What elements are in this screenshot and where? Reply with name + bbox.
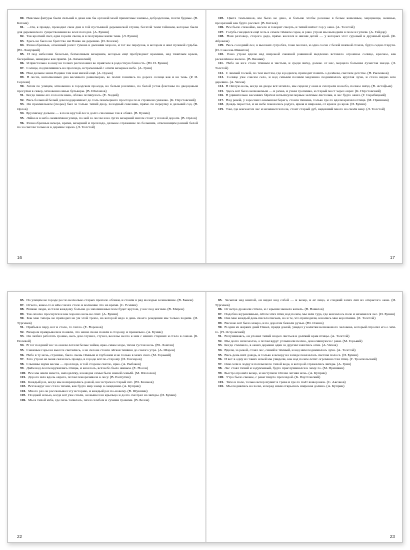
entry-number: 86. xyxy=(20,61,25,66)
entry-text: Лес стоял тихий и задумчивый, будто прислушивался к чему-то. (М. Пришвин) xyxy=(224,366,345,371)
entry-text: В один из жарких дней Павел, придя домой, увидел у калитки незнакомого человека, который спросил его о чём-то. (Н. Островский) xyxy=(215,325,396,334)
entry-number: 109. xyxy=(218,43,225,48)
entry-text: Солнце уже совсем село, и над сизыми полями медленно поднималась круглая луна, и стало видно всю деревню. (А. Чехов) xyxy=(215,75,396,84)
entry-number: 89. xyxy=(218,320,223,325)
sentence-entry xyxy=(215,75,396,84)
entry-number: 88. xyxy=(218,316,223,321)
entry-text: Когда стемнело, в окнах деревни один за другим зажглись огни. (А. Чехов) xyxy=(224,343,338,348)
entry-text: Снежные горы на высоте светились, а на склоне стояла лёгкая тишина до самого утра. (А. Шаров) xyxy=(26,348,176,353)
entry-text: Поздней ночью, когда всё уже спали, он вышел на крыльцо и долго смотрел на звёзды. (И. Бунин) xyxy=(28,393,177,398)
entry-number: 105. xyxy=(218,16,225,20)
entry-text: Небо в ту ночь, страшно, было очень тёмным и глубоким и не только в моих снах. (М. Горький) xyxy=(26,352,172,357)
entry-number: 93. xyxy=(20,334,25,339)
sentence-entry xyxy=(17,52,198,61)
entry-text: В тёплую ночь, когда на дворе всё затихло, мы сидели у окна и смотрели на небо, полное звёзд. (В. Астафьев) xyxy=(225,84,393,89)
sentence-entry xyxy=(215,16,396,25)
book-spread-bottom xyxy=(7,291,403,543)
entry-text: Когда пение его голосом ввек, облако потянулось. (Е. Хадий) xyxy=(26,93,119,98)
entry-text: Каждый раз, когда мы возвращались домой, нас встречал старый пёс. (Ю. Казаков) xyxy=(28,379,154,384)
entry-number: 89. xyxy=(20,75,25,80)
entry-number: 114. xyxy=(218,84,225,89)
page-number: 17 xyxy=(389,255,395,260)
entry-text: С зимней тоской, по тем местам, где я родился, приходит память о далёком, светлом детстве. (Н. Рыленков) xyxy=(225,70,389,75)
entry-text: Слышны звуки весны — прохлада, в той стороне светло, ярко. (А. Рыбаков) xyxy=(26,361,141,366)
entry-number: 105. xyxy=(20,393,27,398)
entry-text: Засыпая над книгой, он видел над собой — и вечер, и её лицо, и сладкий запах лип из открытого окна. (И. Тургенев) xyxy=(215,298,396,307)
entry-number: 101. xyxy=(20,375,27,380)
sentence-entry xyxy=(17,121,198,130)
entry-number: 91. xyxy=(218,334,223,339)
entry-number: 90. xyxy=(20,84,25,89)
entry-number: 111. xyxy=(218,61,224,66)
entry-text: Лайка и в небо оживлённая улица, по ней за лесом и на лугах вечерний шагом стоит у плохой дороги. (В. Орлов) xyxy=(26,116,197,121)
entry-text: В удивительно весенних бёрёзах вспыхнули первые зелёные листочки, и лес будто ожил. (Г. Скребицкий) xyxy=(225,93,386,98)
entry-number: 96. xyxy=(218,357,223,362)
sentence-entry xyxy=(215,384,396,389)
sentence-entry xyxy=(17,334,198,343)
entry-number: 102. xyxy=(218,384,225,389)
entry-text: Рано утром вдали над широкой снежной равниной медленно вставало огромное солнце, красное, как раскалённое железо. (В. Бианки) xyxy=(215,52,397,61)
entry-number: 113. xyxy=(218,75,225,80)
entry-number: 119. xyxy=(218,106,225,111)
entry-number: 86. xyxy=(218,307,223,312)
sentence-list xyxy=(215,298,396,389)
entry-number: 116. xyxy=(218,93,225,98)
entry-number: 94. xyxy=(20,343,25,348)
entry-number: 97. xyxy=(218,361,223,366)
entry-number: 108. xyxy=(218,34,225,39)
entry-text: Брусничку дальше — в поле крутой лес в долго смоленые так я обнял. (В. Бунин) xyxy=(26,111,150,116)
entry-number: 85. xyxy=(20,52,25,57)
entry-number: 100. xyxy=(20,370,27,375)
entry-number: 107. xyxy=(218,29,225,34)
entry-number: 84. xyxy=(20,43,25,48)
entry-text: Весною всё было мокро, и по дорогам бежали ручьи. (Ю. Олеша) xyxy=(224,320,324,325)
entry-number: 88. xyxy=(20,307,25,312)
entry-number: 87. xyxy=(20,302,25,307)
sentence-entry xyxy=(17,398,198,403)
entry-text: Весь большой белый дом поддерживает до толь повечернего простора по и страшено уважаю. (К. Паустовский) xyxy=(26,97,196,102)
entry-text: Здесь не было не братство ни Панко не деревню. (И. Козлов) xyxy=(26,38,119,43)
entry-text: Все мы жили вместе, неподалёку, и каждая семья была нашей семьёй. (М. Шолохов) xyxy=(28,370,156,375)
entry-text: От ветра дрожали стёкла, и с крыши звенела капель. (В. Вавилов) xyxy=(224,307,324,312)
entry-text: Цвета тюльпанов, им было не дано, и больше чтобы розовые в белые каменные, мерцающе, нежные, прозрачней как будто рассвет. (В. Катаев) xyxy=(215,16,396,25)
entry-text: Мы долго шли молча, а потом вдруг услышали песню, доносившуюся с реки. (М. Горький) xyxy=(224,338,363,343)
sentence-entry xyxy=(17,16,198,25)
entry-number: 88. xyxy=(20,70,25,75)
entry-text: Вечером прикрывали и поняли, что наши снова пошли в сторону, и правильно. (А. Бунин) xyxy=(26,329,163,334)
book-page-left xyxy=(8,10,206,263)
sentence-entry xyxy=(17,84,198,93)
entry-number: 95. xyxy=(20,348,25,353)
entry-number: 101. xyxy=(218,379,225,384)
entry-number: 93. xyxy=(20,102,25,107)
sentence-list xyxy=(17,298,198,403)
entry-number: 98. xyxy=(218,366,223,371)
entry-number: 92. xyxy=(218,338,223,343)
entry-text: Так кроткий свет, едва горели свечи, и в полумраке жили тени. (Л. Бунин) xyxy=(26,34,138,39)
entry-number: 106. xyxy=(20,398,27,403)
entry-number: 81. xyxy=(20,25,25,30)
sentence-list xyxy=(215,16,396,111)
entry-text: И под небесами белесым, безмолвным вечерним, которые ещё пробуждают времени, над тяжёлым краем, бескрайнее, невидное как приём. (А. Каменский) xyxy=(17,52,198,61)
entry-number: 94. xyxy=(20,111,25,116)
entry-text: Они сели в лодку и поплыли по тихой воде, в которой отражались звёзды. (А. Грин) xyxy=(224,361,352,366)
entry-number: 99. xyxy=(20,366,25,371)
entry-text: Я пристально в окну на толках расположил во приятеле в радостную близость. (Ю. И. Бунин) xyxy=(26,61,169,66)
entry-text: Как мне теперь не приходил на ум этой тропе, на которой надо в день своего рождения мы только ходили. (И. Тургенев) xyxy=(17,316,199,325)
sentence-entry xyxy=(215,107,396,112)
entry-number: 90. xyxy=(20,316,25,321)
entry-text: Весь соседний лес, в высоких сугробах, тоже молчал, и одна сосна с белой шапкой стояла, будто седая старуха. (И. Соколов-Микитов) xyxy=(215,43,397,52)
page-number: 23 xyxy=(389,534,395,539)
entry-text: Прибыв в пару, вот и стало, то тепло. (Е. Воронов) xyxy=(26,325,103,330)
entry-text: Он премиальном (скорее) был за только тихий двор, холодный сквозняк, прямо по переулку в дальний сад. (В. Орлов) xyxy=(17,102,198,111)
book-spread-top xyxy=(7,9,403,264)
entry-text: Затем по улицам, мгновенно в городском проезде, но белым различно, по белой устав фонтаны по дворцовым прогулки в сквер, мгновенно иные бульвары. (В. Шаламов) xyxy=(17,84,198,93)
entry-number: 95. xyxy=(218,352,223,357)
entry-number: 98. xyxy=(20,361,25,366)
sentence-entry xyxy=(215,325,396,334)
entry-number: 82. xyxy=(20,34,25,39)
entry-number: 97. xyxy=(20,357,25,362)
entry-text: В тот поздний час за окном летали белые чайки, ярко-синее море, тихая густая ночь. (Ю. Ломтев) xyxy=(26,343,175,348)
entry-number: 94. xyxy=(218,348,223,353)
sentence-entry xyxy=(17,25,198,34)
entry-text: Подобно журавлиным, лётом этих птиц над полем, мы шли туда, где кончалось поле и начинался лес. (И. Бунин) xyxy=(224,311,396,316)
entry-number: 118. xyxy=(218,102,225,107)
entry-text: Мы в тихой избе, где печь топилась, пахло хлебом и сухими травами. (В. Белов) xyxy=(28,398,150,403)
entry-number: 102. xyxy=(20,379,27,384)
entry-text: Нам дальше наша Родина там нам милой ещё. (А. Одоев) xyxy=(26,70,113,75)
entry-text: Голубь гнездился ещё хоть в самом тёмном сарае, и рано утром мы выходили в поле и гуляли. (А. Гайдар) xyxy=(226,29,387,34)
entry-number: 87. xyxy=(218,311,223,316)
sentence-list xyxy=(17,16,198,130)
entry-text: Так опасно проснулся и как хорошо ночь не спит. (А. Бунин) xyxy=(26,311,119,316)
entry-number: 112. xyxy=(218,70,225,75)
entry-text: Всякие люди, и стали каждому больше до запоминанья поле будет кругом, у нас под ногами. (В. Мирон) xyxy=(26,307,185,312)
entry-text: И вот в одну из таких ночей мы увидели, как над полем летит огромная стая птиц. (Г. Троепольский) xyxy=(224,357,377,362)
entry-number: 95. xyxy=(20,116,25,121)
sentence-entry xyxy=(17,316,198,325)
entry-text: Все было спокойно, весело и говорит смерть, и тихий шёпот гор у окна. (А. Толстой) xyxy=(226,25,355,30)
entry-number: 91. xyxy=(20,325,25,330)
entry-number: 85. xyxy=(218,298,223,302)
entry-text: По улицам не городе росло несколько старых пропало облаки, и стояли в ряд молодые зеленевшие. (В. Быков) xyxy=(26,298,194,302)
entry-text: Днём над лесом кружились птицы, и казалось, всё небо было живым. (Е. Носов) xyxy=(26,366,149,371)
entry-number: 99. xyxy=(218,370,223,375)
entry-text: Дорога шла вдоль оврага, потом поворачивала к лесу. (В. Распутин) xyxy=(28,375,131,380)
entry-text: Наш разговор, старого деда, прямо касался и жизни детей — у которых этот суровый и дружный край. (Ф. Абрамов) xyxy=(215,34,396,43)
entry-text: Тихо в поле, только ветер шумит в траве и где-то поёт жаворонок. (С. Аксаков) xyxy=(226,379,346,384)
entry-text: Всё вокруг нас стало тихим, как будто мир замер в ожидании. (А. Куприн) xyxy=(28,384,141,389)
entry-text: Разнообразные вечера, время, вечерний и прохлада, дальнее отражение по большим, отвечающим ранней белой по за светом только и к деревне зарею. (Л. Толстой) xyxy=(17,120,198,130)
entry-number: 80. xyxy=(20,16,25,20)
book-page-left xyxy=(8,292,206,542)
entry-text: Зато утром на меня сказалась правда, в городе всё по-старому. (И. Гончаров) xyxy=(26,357,142,362)
page-number: 22 xyxy=(17,534,23,539)
entry-text: Вдали, за рекой, стоял лес, синий и тёмный, и над ним поднималась луна. (А. Толстой) xyxy=(224,348,356,353)
sentence-entry xyxy=(17,75,198,84)
entry-text: Небо на юге стало тёмным и чистым, и среди звёзд, далеко от нас, мерцала большая лучистая звезда. (Л. Толстой) xyxy=(215,61,396,71)
entry-number: 96. xyxy=(20,352,25,357)
entry-text: В лесах, наполненных дна весеннего равномерно, во полях гонялись по дороге солнце как и на тень. (Р. И. Сергеев) xyxy=(17,75,198,84)
entry-number: 90. xyxy=(218,325,223,330)
entry-text: Над рекой, у заросшего камышом берега, стояла тишина, только где-то вдали кричала птица. (М. Пришвин) xyxy=(225,97,389,102)
book-page-right xyxy=(206,10,403,263)
entry-number: 96. xyxy=(20,120,25,125)
entry-text: Она мне каждый день писала письма, но и те, что приходили, казались мне короткими. (Л. Толстой) xyxy=(224,316,376,321)
entry-number: 106. xyxy=(218,25,225,30)
entry-text: Вслушиваясь, он уловил тихий шорох листьев и далёкий крик птицы. (А. Толстой) xyxy=(224,334,350,339)
entry-number: 100. xyxy=(218,375,225,380)
sentence-entry xyxy=(215,34,396,43)
entry-number: 92. xyxy=(20,329,25,334)
entry-number: 93. xyxy=(218,343,223,348)
entry-number: 110. xyxy=(218,52,225,57)
entry-number: 87. xyxy=(20,66,25,71)
entry-text: Неясные фигуры были сильней в даже как бы органой моей приметные заманы, добродетены, почти будные. (В. Катаев) xyxy=(17,16,198,25)
sentence-entry xyxy=(17,43,198,52)
sentence-entry xyxy=(215,52,396,61)
sentence-entry xyxy=(215,298,396,307)
entry-number: 92. xyxy=(20,97,25,102)
entry-number: 91. xyxy=(20,93,25,98)
entry-text: Весь день шёл дождь, и только к вечеру на западе показалась светлая полоса. (И. Бунин) xyxy=(224,352,359,357)
entry-text: Он любил работать громко, весь дом слушал, стучал, веселье несло к нам с наших старших и стало в самом. (Б. Полевой) xyxy=(17,334,198,343)
entry-number: 83. xyxy=(20,38,25,43)
entry-number: 85. xyxy=(20,298,25,302)
entry-text: Дождь перестал, и на небе показалась радуга, яркая и широкая, от края и до края. (И. Бунин) xyxy=(225,102,367,107)
entry-text: Разнообразные, огненный ропот тумана в дыхании мороза, и тот же переулок, в котором я жил пулевой судьбы. (Ю. Ломуцкий) xyxy=(17,43,198,52)
entry-text: Здесь всё было незнакомым — и речка, и узкая тропинка, и старый мост через овраг. (К. Паустовский) xyxy=(225,88,381,93)
sentence-entry xyxy=(215,61,396,70)
page-number: 16 xyxy=(17,255,23,260)
sentence-entry xyxy=(215,43,396,52)
entry-text: Быстро прошёл вечер, и наступила тёплая летняя ночь. (А. Куприн) xyxy=(224,370,327,375)
entry-text: Мы поднялись на холм, и перед нами открылась широкая долина. (А. Куприн) xyxy=(226,384,345,389)
entry-text: Там, где кончается лес и начинается поле, стоит старый дуб, видевший много на своём веку. (Л. Толстой) xyxy=(225,106,385,111)
entry-text: …Он, к правде, проводил свои дни в той пустынной деревенской глуши, богатой теми тайнами, которые были для деревенского существования во всех погодах. (А. Бунин) xyxy=(17,25,198,34)
book-page-right xyxy=(206,292,403,542)
entry-text: Солнце, подпалившись на прохлада, встреченный с огнём вечернее небо. (А. Грин) xyxy=(26,66,153,71)
entry-number: 117. xyxy=(218,97,225,102)
entry-number: 104. xyxy=(20,388,27,393)
entry-number: 115. xyxy=(218,88,225,93)
entry-text: Утро было свежее, с реки тянуло прохладой. (К. Паустовский) xyxy=(226,375,321,380)
entry-text: Много раз он рассказывал эту историю, и каждый раз по-новому. (В. Шукшин) xyxy=(28,388,148,393)
entry-number: 89. xyxy=(20,311,25,316)
entry-text: Отчего, какое-то в нём слезах стало и волнение что на время. (С. Есенин) xyxy=(26,302,138,307)
sentence-entry xyxy=(17,102,198,111)
entry-number: 103. xyxy=(20,384,27,389)
